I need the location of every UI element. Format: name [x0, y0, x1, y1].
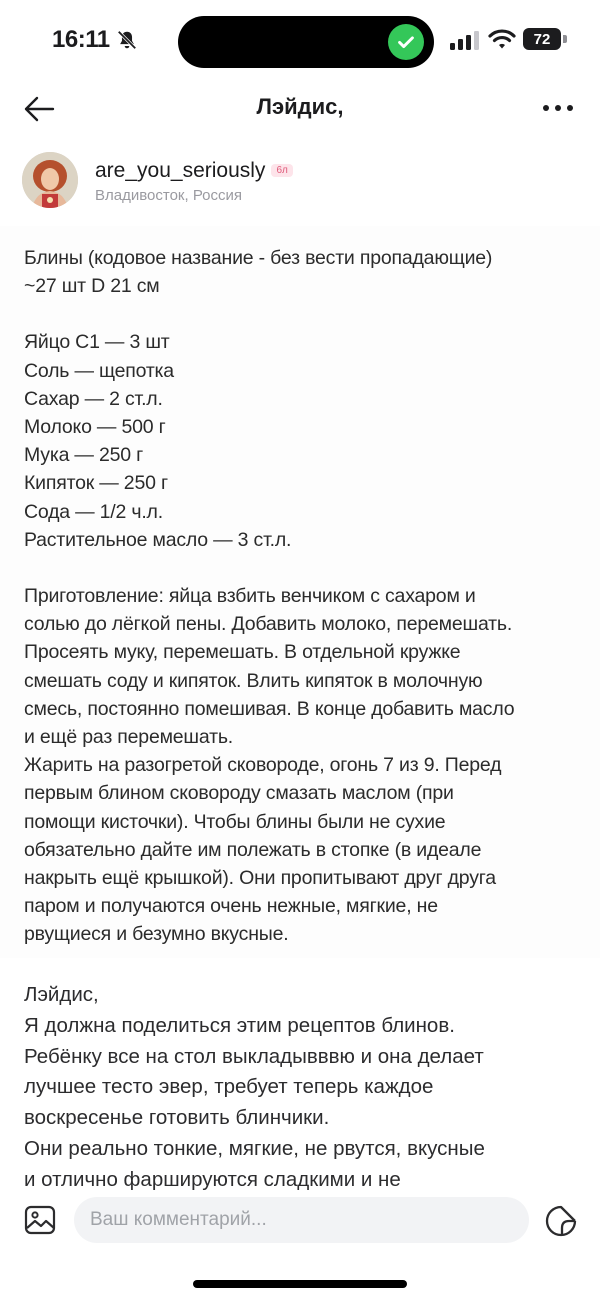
recipe-line: Растительное масло — 3 ст.л.	[24, 528, 292, 551]
status-time: 16:11	[52, 26, 110, 53]
recipe-line: первым блином сковороду смазать маслом (при	[24, 782, 454, 805]
bell-off-icon	[116, 29, 138, 51]
recipe-line: смешать соду и кипяток. Влить кипяток в молочную	[24, 669, 483, 692]
recipe-line: смесь, постоянно помешивая. В конце добавить масло	[24, 697, 515, 720]
recipe-line: обязательно дайте им полежать в стопке (в идеале	[24, 838, 482, 861]
avatar[interactable]	[22, 152, 78, 208]
battery-icon	[523, 28, 567, 50]
status-bar	[0, 0, 600, 84]
author-name[interactable]	[95, 159, 293, 183]
wifi-icon	[488, 28, 516, 50]
recipe-line: и ещё раз перемешать.	[24, 726, 234, 749]
recipe-image[interactable]	[0, 226, 600, 958]
sticker-icon[interactable]	[544, 1204, 578, 1238]
header	[0, 84, 600, 134]
author-name-text[interactable]: are_you_seriously	[95, 159, 266, 182]
battery-cap	[563, 35, 567, 43]
signal-icon	[450, 30, 480, 50]
recipe-line: Соль — щепотка	[24, 359, 174, 382]
check-icon	[388, 24, 424, 60]
post-line: и отлично фаршируются сладкими и не	[24, 1167, 401, 1191]
recipe-line: Сахар — 2 ст.л.	[24, 387, 163, 410]
recipe-line: Просеять муку, перемешать. В отдельной кружке	[24, 641, 461, 664]
post-line: лучшее тесто эвер, требует теперь каждое	[24, 1075, 434, 1099]
comment-bar	[0, 1196, 600, 1248]
image-icon[interactable]	[24, 1204, 56, 1236]
author-block[interactable]	[22, 150, 582, 214]
post-line: Ребёнку все на стол выкладывввю и она делает	[24, 1044, 484, 1068]
recipe-line: Яйцо С1 — 3 шт	[24, 331, 170, 354]
post-line: Я должна поделиться этим рецептов блинов.	[24, 1013, 455, 1037]
post-body	[24, 980, 584, 1192]
recipe-line: накрыть ещё крышкой). Они пропитывают друг друга	[24, 867, 496, 890]
author-badge: 6л	[271, 164, 292, 177]
battery-level: 72	[523, 28, 561, 50]
post-line: воскресенье готовить блинчики.	[24, 1106, 330, 1130]
recipe-line: Блины (кодовое название - без вести пропадающие)	[24, 247, 493, 269]
comment-input[interactable]	[74, 1197, 529, 1243]
recipe-line: ~27 шт D 21 см	[24, 275, 160, 298]
more-horizontal-icon[interactable]	[540, 96, 576, 120]
recipe-line: паром и получаются очень нежные, мягкие, не	[24, 895, 438, 918]
recipe-line: Сода — 1/2 ч.л.	[24, 500, 163, 523]
recipe-line: Молоко — 500 г	[24, 416, 166, 439]
post-line: Лэйдис,	[24, 983, 99, 1006]
recipe-line: Мука — 250 г	[24, 444, 144, 467]
recipe-line: помощи кисточки). Чтобы блины были не сухие	[24, 810, 446, 833]
recipe-line: рвущиеся и безумно вкусные.	[24, 923, 289, 946]
home-indicator	[193, 1280, 407, 1288]
recipe-text	[24, 244, 584, 949]
dynamic-island	[178, 16, 434, 68]
recipe-gap	[24, 300, 584, 328]
recipe-line: Кипяток — 250 г	[24, 472, 168, 495]
recipe-line: солью до лёгкой пены. Добавить молоко, перемешать.	[24, 613, 513, 636]
recipe-gap	[24, 554, 584, 582]
recipe-line: Жарить на разогретой сковороде, огонь 7 из 9. Перед	[24, 754, 502, 777]
page-title: Лэйдис,	[256, 94, 344, 119]
author-location: Владивосток, Россия	[95, 187, 243, 204]
recipe-line: Приготовление: яйца взбить венчиком с сахаром и	[24, 585, 476, 608]
post-line: Они реально тонкие, мягкие, не рвутся, вкусные	[24, 1136, 485, 1160]
